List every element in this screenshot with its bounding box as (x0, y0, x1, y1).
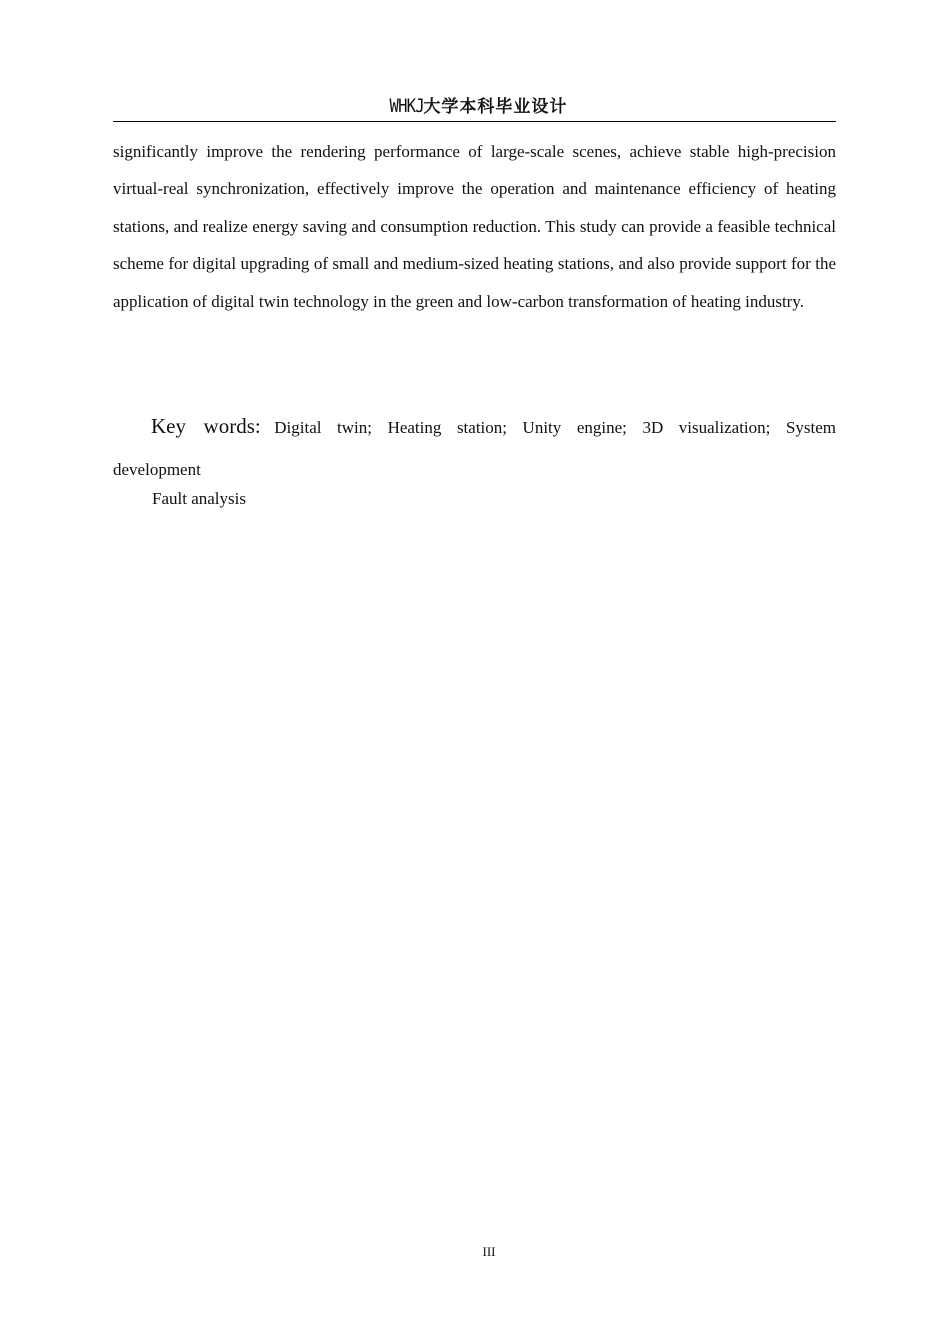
keywords-extra-line: Fault analysis (152, 489, 246, 508)
abstract-paragraph: significantly improve the rendering performance of large-scale scenes, achieve stable high-precision virtual-real synchronization, effectively improve the operation and maintenance efficiency of heating stations, and realize energy saving and consumption reduction. This study can provide a feasible technical scheme for digital upgrading of small and medium-sized heating stations, and also provide support for the application of digital twin technology in the green and low-carbon transformation of heating industry. (113, 142, 836, 311)
keywords-block (113, 405, 836, 491)
running-header (113, 92, 836, 122)
header-cjk-text: 大学本科毕业设计 (423, 97, 568, 117)
keywords-values: Digital twin; Heating station; Unity engine; 3D visualization; System development (113, 418, 836, 479)
page-number: III (482, 1244, 496, 1259)
header-latin-text: WHKJ (389, 95, 424, 117)
keywords-label: Key words: (151, 414, 261, 438)
